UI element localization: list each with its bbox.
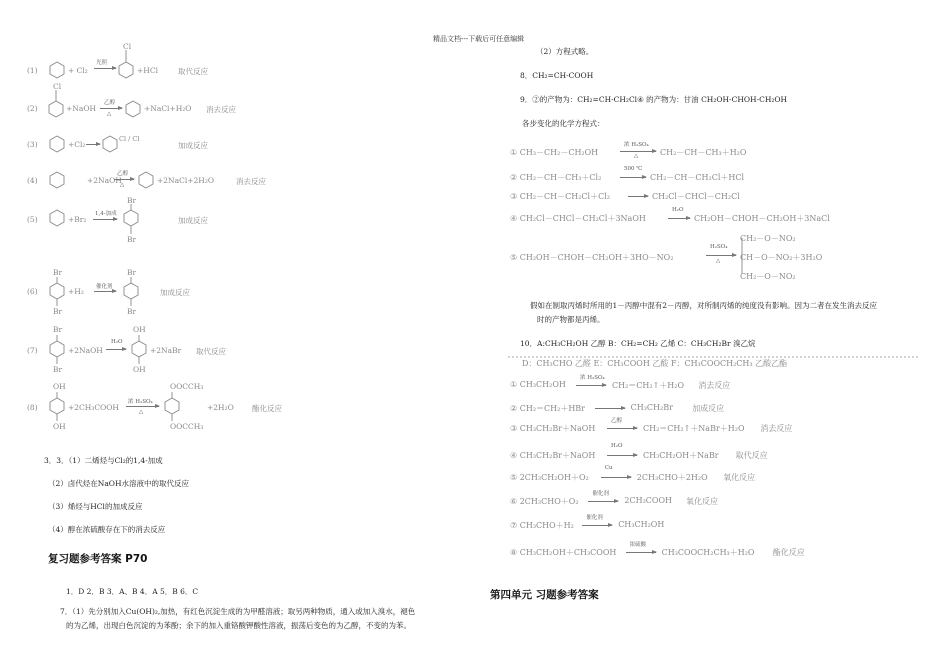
equation-right: CH₂OH－CHOH－CH₂OH＋3NaCl bbox=[694, 214, 830, 223]
reaction-number: (6) bbox=[27, 287, 38, 296]
equation-right: CH₂＝CH₂↑＋NaBr＋H₂O bbox=[643, 424, 745, 433]
equation-condition: 浓 H₂SO₄ bbox=[624, 142, 649, 148]
substituent-label: Br bbox=[53, 268, 63, 277]
benzene-icon bbox=[139, 172, 153, 188]
reaction-arrow bbox=[86, 144, 100, 145]
section-heading: 复习题参考答案 P70 bbox=[48, 553, 148, 565]
equation-left: ⑤ CH₂OH－CHOH－CH₂OH＋3HO－NO₂ bbox=[510, 253, 674, 262]
benzene-icon bbox=[50, 62, 64, 78]
reaction-type: 取代反应 bbox=[735, 451, 768, 460]
equation-right: CH₃COOCH₂CH₃＋H₂O bbox=[661, 548, 755, 557]
product-text: +2NaCl+2H₂O bbox=[157, 176, 214, 185]
reaction-type: 消去反应 bbox=[698, 381, 731, 390]
answer-line: 的为乙烯，出现白色沉淀的为苯酚；余下的加入重铬酸钾酸性溶液，振荡后变色的为乙醇，不变的为苯。 bbox=[66, 621, 411, 630]
reaction-number: (5) bbox=[27, 215, 38, 224]
paragraph-line: 时的产物都是丙烯。 bbox=[537, 315, 605, 324]
benzene-icon bbox=[103, 136, 117, 152]
nitro-line: CH₂－O－NO₂ bbox=[740, 234, 796, 243]
benzene-icon bbox=[119, 62, 133, 78]
reaction-type: 加成反应 bbox=[178, 141, 208, 150]
reaction-condition: 乙醇 bbox=[104, 100, 116, 106]
heat-symbol: △ bbox=[139, 409, 144, 415]
substituent-label: OH bbox=[53, 422, 66, 431]
reaction-number: (8) bbox=[27, 403, 38, 412]
reactant-text: + Cl₂ bbox=[68, 66, 88, 75]
reaction-arrow bbox=[114, 179, 134, 180]
reaction-arrow bbox=[94, 291, 116, 292]
reaction-type: 取代反应 bbox=[178, 67, 208, 76]
reaction-arrow bbox=[94, 68, 116, 69]
reactant-text: +2NaOH bbox=[87, 176, 122, 185]
reactant-text: +Br₂ bbox=[68, 215, 87, 224]
reaction-type: 加成反应 bbox=[160, 288, 190, 297]
benzene-icon bbox=[50, 210, 64, 226]
substituent-label: Br bbox=[53, 307, 63, 316]
reaction-arrow bbox=[588, 501, 618, 502]
reactant-text: +2NaOH bbox=[68, 346, 103, 355]
substituent-label: OH bbox=[133, 365, 146, 374]
benzene-icon bbox=[126, 101, 140, 117]
equation-left: ④ CH₂Cl－CHCl－CH₂Cl＋3NaOH bbox=[510, 214, 646, 223]
equation-left: ① CH₃CH₂OH bbox=[510, 380, 566, 389]
reactant-text: +Cl₂ bbox=[68, 140, 86, 149]
paragraph-line: 假如在制取丙烯时所用的1－丙醇中混有2－丙醇，对所制丙烯的纯度没有影响。因为二者在发生消去反应 bbox=[530, 301, 878, 310]
equation-left: ④ CH₃CH₂Br＋NaOH bbox=[510, 451, 596, 460]
substituent-label: Br bbox=[53, 325, 63, 334]
answer-line: 7．（1）先分别加入Cu(OH)₂,加热，有红色沉淀生成的为甲醛溶液；取另两种物质，通入或加入溴水，褪色 bbox=[60, 607, 416, 616]
equation-right: CH₂Cl－CHCl－CH₂Cl bbox=[652, 192, 740, 201]
substituent-label: Br bbox=[53, 365, 63, 374]
reaction-number: (3) bbox=[27, 140, 38, 149]
equation-left: ⑤ 2CH₃CH₂OH＋O₂ bbox=[510, 473, 589, 482]
equation-condition: H₂SO₄ bbox=[710, 244, 728, 250]
reaction-arrow bbox=[626, 552, 656, 553]
answer-line: （4）醇在浓硫酸存在下的消去反应 bbox=[48, 525, 166, 534]
equation-right: CH₃CH₂Br bbox=[630, 403, 673, 412]
equation-left: ⑧ CH₃CH₂OH＋CH₃COOH bbox=[510, 548, 617, 557]
benzene-icon bbox=[50, 172, 64, 188]
substituent-label: OOCCH₃ bbox=[170, 382, 204, 391]
reactant-text: +NaOH bbox=[66, 104, 97, 113]
product-text: +2NaBr bbox=[150, 346, 182, 355]
reaction-arrow bbox=[582, 525, 612, 526]
equation-condition: 浓硫酸 bbox=[629, 542, 647, 548]
equation-condition: 浓 H₂SO₄ bbox=[580, 375, 605, 381]
reaction-type: 消去反应 bbox=[760, 424, 793, 433]
answer-line: 10．A:CH₃CH₂OH 乙醇 B：CH₂=CH₂ 乙烯 C：CH₃CH₂Br 溴乙烷 bbox=[520, 339, 756, 348]
substituent-label: Br bbox=[127, 307, 137, 316]
answer-line: D：CH₃CHO 乙醛 E：CH₃COOH 乙酸 F：CH₃COOCH₂CH₃ 乙酸乙酯 bbox=[522, 359, 788, 368]
equation-left: ⑥ 2CH₃CHO＋O₂ bbox=[510, 497, 579, 506]
reaction-arrow bbox=[126, 406, 159, 407]
heat-symbol: △ bbox=[716, 258, 721, 264]
reaction-condition: 光照 bbox=[96, 60, 108, 66]
substituent-label: Br bbox=[127, 196, 137, 205]
reaction-arrow bbox=[607, 455, 637, 456]
substituent-label: Br bbox=[127, 268, 137, 277]
benzene-icon bbox=[50, 398, 64, 414]
benzene-icon bbox=[50, 341, 64, 357]
reaction-type: 氧化反应 bbox=[723, 473, 756, 482]
equation-right: CH₂－CH－CH₂Cl＋HCl bbox=[650, 173, 745, 182]
answer-line: 3．3．（1）二烯烃与Cl₂的1,4-加成 bbox=[44, 456, 163, 465]
benzene-icon bbox=[50, 136, 64, 152]
reaction-type: 加成反应 bbox=[692, 404, 725, 413]
answer-line: （2）方程式略。 bbox=[536, 47, 594, 56]
answer-line: 8．CH₂=CH-COOH bbox=[520, 71, 594, 80]
substituent-label: Br bbox=[127, 235, 137, 244]
reaction-type: 加成反应 bbox=[178, 216, 208, 225]
reaction-arrow bbox=[706, 255, 736, 256]
reaction-arrow bbox=[576, 385, 606, 386]
substituent-label: OH bbox=[133, 325, 146, 334]
benzene-icon bbox=[165, 398, 179, 414]
reaction-number: (4) bbox=[27, 176, 38, 185]
equation-condition: 催化剂 bbox=[586, 515, 603, 521]
equation-condition: 催化剂 bbox=[592, 491, 609, 497]
equation-condition: 乙醇 bbox=[611, 418, 623, 424]
answer-line: （3）烯烃与HCl的加成反应 bbox=[48, 502, 143, 511]
equation-left: ⑦ CH₃CHO＋H₂ bbox=[510, 521, 574, 530]
heat-symbol: △ bbox=[120, 182, 125, 188]
substituent-label: OOCCH₃ bbox=[170, 422, 204, 431]
answer-line: 9．②的产物为：CH₂=CH-CH₂Cl④ 的产物为：甘油 CH₂OH-CHOH-CH₂OH bbox=[520, 95, 788, 104]
benzene-icon bbox=[49, 101, 63, 117]
answer-line: （2）卤代烃在NaOH水溶液中的取代反应 bbox=[48, 479, 189, 488]
equation-left: ① CH₃－CH₂－CH₂OH bbox=[510, 148, 599, 157]
product-text: +2H₂O bbox=[207, 403, 234, 412]
reaction-type: 消去反应 bbox=[206, 105, 236, 114]
reaction-arrow bbox=[601, 477, 631, 478]
reaction-number: (7) bbox=[27, 346, 38, 355]
reactant-text: +H₂ bbox=[68, 287, 84, 296]
answer-line: 1．D 2．B 3．A、B 4．A 5．B 6．C bbox=[66, 587, 199, 596]
equation-condition: Cu bbox=[604, 465, 613, 471]
reaction-type: 酯化反应 bbox=[252, 404, 282, 413]
benzene-icon bbox=[132, 341, 146, 357]
reaction-type: 取代反应 bbox=[196, 347, 226, 356]
equation-right: CH₃CH₂OH bbox=[618, 520, 665, 529]
reaction-condition: 乙醇 bbox=[117, 171, 129, 177]
reaction-arrow bbox=[100, 108, 122, 109]
product-text: +HCl bbox=[137, 66, 158, 75]
equation-right: CH₂＝CH₂↑＋H₂O bbox=[612, 381, 685, 390]
equation-left: ③ CH₂－CH－CH₂Cl＋Cl₂ bbox=[510, 192, 610, 201]
benzene-icon bbox=[124, 210, 138, 226]
nitro-line: CH₂－O－NO₂ bbox=[740, 272, 796, 281]
reactant-text: +2CH₃COOH bbox=[68, 403, 119, 412]
reaction-type: 消去反应 bbox=[236, 177, 266, 186]
heat-symbol: △ bbox=[634, 153, 639, 159]
equation-condition: H₂O bbox=[672, 207, 684, 213]
reaction-condition: 1,4-加成 bbox=[95, 211, 117, 217]
reaction-condition: 浓 H₂SO₄ bbox=[128, 399, 153, 405]
product-text: Cl / Cl bbox=[119, 135, 140, 143]
heat-symbol: △ bbox=[107, 111, 112, 117]
reaction-arrow bbox=[106, 349, 126, 350]
reaction-type: 氧化反应 bbox=[686, 497, 718, 506]
page-header: 精品文档---下载后可任意编辑 bbox=[433, 35, 525, 43]
answer-line: 各步变化的化学方程式： bbox=[522, 119, 605, 128]
reaction-arrow bbox=[668, 218, 690, 219]
reaction-arrow bbox=[93, 219, 117, 220]
benzene-icon bbox=[50, 283, 64, 299]
equation-left: ③ CH₃CH₂Br＋NaOH bbox=[510, 424, 596, 433]
reaction-number: (1) bbox=[27, 66, 38, 75]
product-text: +NaCl+H₂O bbox=[144, 104, 192, 113]
equation-left: ② CH₂－CH－CH₃＋Cl₂ bbox=[510, 173, 602, 182]
equation-right: 2CH₃CHO＋2H₂O bbox=[636, 473, 708, 482]
section-heading: 第四单元 习题参考答案 bbox=[490, 589, 599, 601]
reaction-arrow bbox=[620, 151, 656, 152]
reaction-number: (2) bbox=[27, 104, 38, 113]
nitro-line: CH－O－NO₂＋3H₂O bbox=[740, 253, 823, 262]
substituent-label: Cl bbox=[53, 82, 62, 91]
equation-condition: 500 ℃ bbox=[624, 166, 643, 172]
reaction-arrow bbox=[607, 428, 637, 429]
equation-right: CH₂－CH－CH₃＋H₂O bbox=[660, 148, 747, 157]
substituent-label: OH bbox=[53, 382, 66, 391]
reaction-condition: H₂O bbox=[111, 339, 123, 345]
substituent-label: Cl bbox=[123, 42, 132, 51]
equation-right: 2CH₃COOH bbox=[624, 496, 672, 505]
equation-left: ② CH₂＝CH₂＋HBr bbox=[510, 404, 586, 413]
reaction-arrow bbox=[595, 408, 625, 409]
reaction-type: 酯化反应 bbox=[772, 548, 805, 557]
equation-condition: H₂O bbox=[611, 443, 623, 449]
reaction-arrow bbox=[628, 196, 648, 197]
benzene-icon bbox=[124, 283, 138, 299]
reaction-condition: 催化剂 bbox=[96, 284, 113, 290]
equation-right: CH₃CH₂OH＋NaBr bbox=[643, 451, 719, 460]
reaction-arrow bbox=[620, 177, 646, 178]
